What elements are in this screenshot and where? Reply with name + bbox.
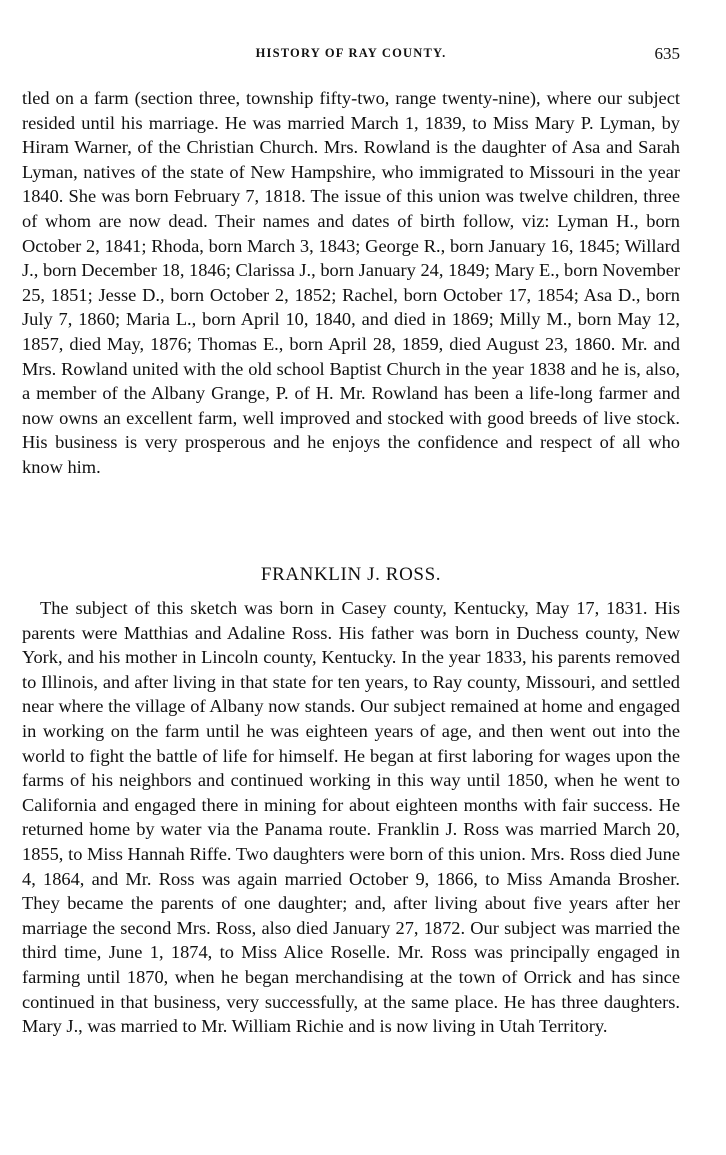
running-title: HISTORY OF RAY COUNTY. — [255, 46, 447, 60]
section-heading-franklin-ross: FRANKLIN J. ROSS. — [260, 564, 442, 585]
rowland-biography-continuation: tled on a farm (section three, township fifty-two, range twenty-nine), where our subject resided until his marriage. He was married March 1, 1839, to Miss Mary P. Lyman, by Hiram Warner, of the Christian Church. Mrs. Rowland is the daughter of Asa and Sarah Lyman, natives of the state of New Hampshire, who immigrated to Missouri in the year 1840. She was born February 7, 1818. The issue of this union was twelve children, three of whom are now dead. Their names and dates of birth follow, viz: Lyman H., born October 2, 1841; Rhoda, born March 3, 1843; George R., born January 16, 1845; Willard J., born December 18, 1846; Clarissa J., born January 24, 1849; Mary E., born November 25, 1851; Jesse D., born October 2, 1852; Rachel, born October 17, 1854; Asa D., born July 7, 1860; Maria L., born April 10, 1840, and died in 1869; Milly M., born May 12, 1857, died May, 1876; Thomas E., born April 28, 1859, died August 23, 1860. Mr. and Mrs. Rowland united with the old school Baptist Church in the year 1838 and he is, also, a member of the Albany Grange, P. of H. Mr. Rowland has been a life-long farmer and now owns an excellent farm, well improved and stocked with good breeds of live stock. His business is very prosperous and he enjoys the confidence and respect of all who know him. — [22, 88, 680, 477]
running-header — [22, 46, 680, 66]
ross-biography-paragraph: The subject of this sketch was born in Casey county, Kentucky, May 17, 1831. His parents were Matthias and Adaline Ross. His father was born in Duchess county, New York, and his mother in Lincoln county, Kentucky. In the year 1833, his parents removed to Illinois, and after living in that state for ten years, to Ray county, Missouri, and settled near where the village of Albany now stands. Our subject remained at home and engaged in working on the farm until he was eighteen years of age, and then went out into the world to fight the battle of life for himself. He began at first laboring for wages upon the farms of his neighbors and continued working in this way until 1850, when he went to California and engaged there in mining for about eighteen months with fair success. He returned home by water via the Panama route. Franklin J. Ross was married March 20, 1855, to Miss Hannah Riffe. Two daughters were born of this union. Mrs. Ross died June 4, 1864, and Mr. Ross was again married October 9, 1866, to Miss Amanda Brosher. They became the parents of one daughter; and, after living about five years after her marriage the second Mrs. Ross, also died January 27, 1872. Our subject was married the third time, June 1, 1874, to Miss Alice Roselle. Mr. Ross was principally engaged in farming until 1870, when he began merchandising at the town of Orrick and has since continued in that business, very successfully, at the same place. He has three daughters. Mary J., was married to Mr. William Richie and is now living in Utah Territory. — [22, 598, 680, 1037]
page-number: 635 — [654, 44, 680, 63]
